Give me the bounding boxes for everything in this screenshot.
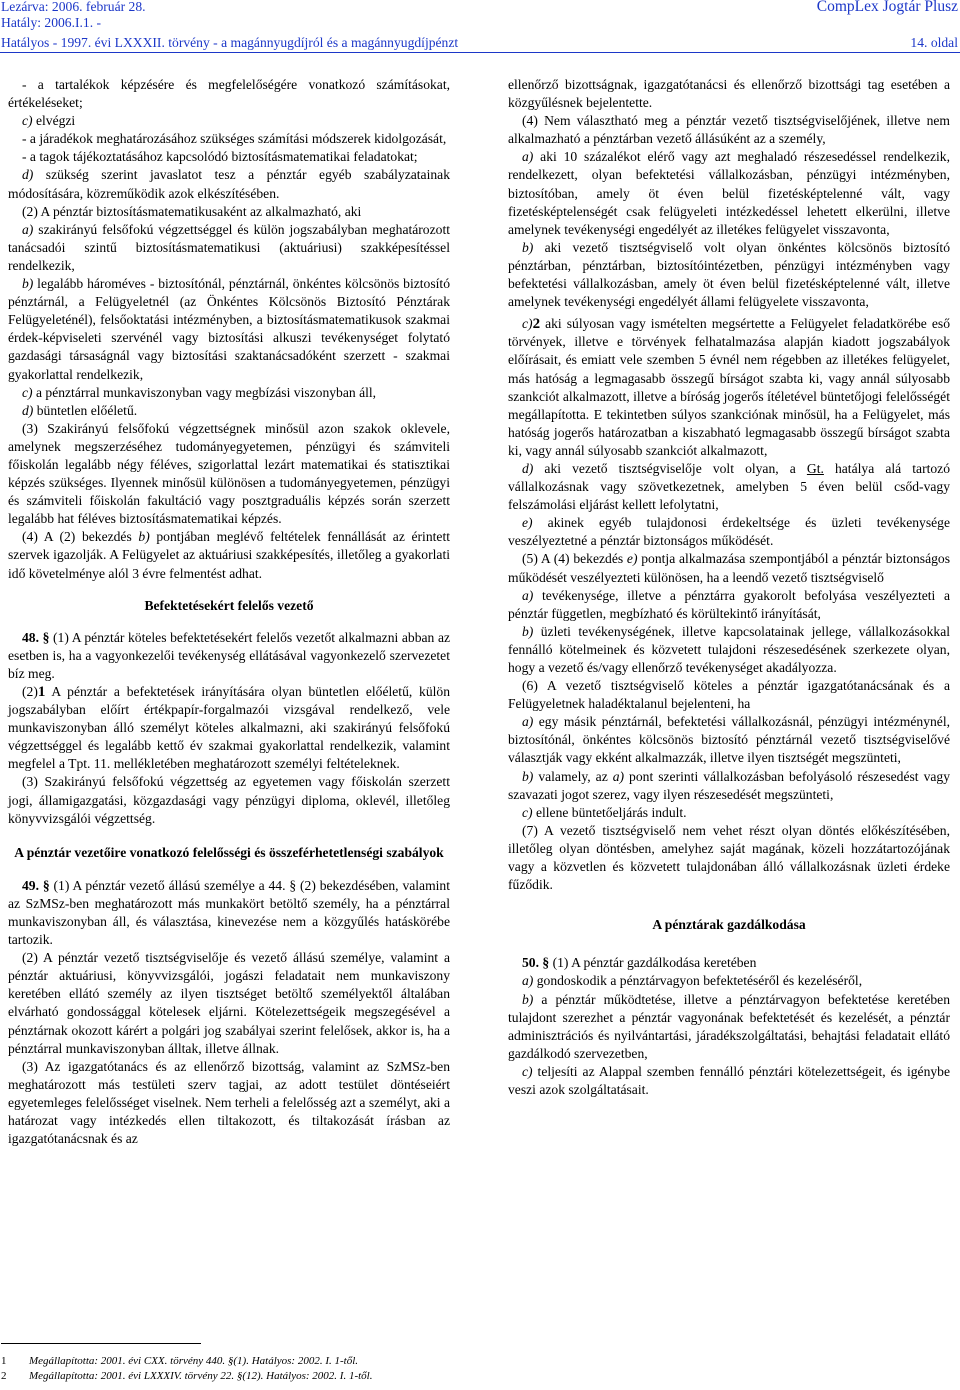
footnote-text: Megállapította: 2001. évi CXX. törvény 440. §(1). Hatályos: 2002. I. 1-től. bbox=[29, 1355, 359, 1367]
paragraph: d) szükség szerint javaslatot tesz a pénztár egyéb szabályzatainak módosítására, közreműködik azok elkészítésében. bbox=[8, 167, 450, 201]
paragraph: - a tagok tájékoztatásához kapcsolódó biztosításmatematikai feladatokat; bbox=[22, 149, 418, 165]
paragraph: (4) A (2) bekezdés b) pontjában meglévő feltételek fennállását az érintett szervek igazolják. A Felügyelet az aktuáriusi szakképesítés, illetőleg a gyakorlati idő követelménye alól 3 évre felmentést adhat. bbox=[8, 529, 450, 581]
paragraph: c) elvégzi bbox=[22, 113, 76, 129]
paragraph: (3) Szakirányú felsőfokú végzettség az egyetemen vagy főiskolán szerzett jogi, államigazgatási, közgazdasági vagy pénzügyi diploma, oklevél, illetőleg könyvvizsgálói végzettség. bbox=[8, 774, 450, 826]
paragraph: a) gondoskodik a pénztárvagyon befektetéséről és kezeléséről, bbox=[522, 973, 863, 989]
paragraph: b) valamely, az a) pont szerinti vállalkozásban befolyásoló részesedést vagy szavazati jogot szerez, vagy ilyen részesedését megszünteti, bbox=[508, 768, 950, 802]
paragraph: 48. § (1) A pénztár köteles befektetésekért felelős vezetőt alkalmazni abban az esetben is, ha a vagyonkezelői tevékenység ellátásával vagyonkezelő szervezetet bíz meg. bbox=[8, 629, 451, 681]
paragraph: (6) A vezető tisztségviselő köteles a pénztár igazgatótanácsának és a Felügyeletnek haladéktalanul bejelenteni, ha bbox=[508, 678, 950, 712]
paragraph: 49. § (1) A pénztár vezető állású személye a 44. § (2) bekezdésében, valamint az SzMSz-ben meghatározott más munkakört betöltő személy, ha a pénztárral munkaviszonyban áll, és választása, kinevezése nem a közgyűlés hatáskörébe tartozik. bbox=[8, 877, 451, 948]
paragraph: c) teljesíti az Alappal szemben fennálló pénztári kötelezettségeit, és igénybe veszi azok szolgáltatásait. bbox=[508, 1063, 950, 1097]
section-heading: Befektetésekért felelős vezető bbox=[144, 597, 314, 613]
paragraph: (2)1 A pénztár a befektetések irányítására olyan büntetlen előéletű, külön jogszabályban előírt értékpapír-forgalmazói vizsgával rendelkező, vele munkaviszonyban álló személyt köteles alkalmazni, aki szakirányú felsőfokú végzettséggel és legalább kettő év szakmai gyakorlattal rendelkezik, valamint megfelel a Tpt. 11. mellékletében meghatározott személyi feltételeknek. bbox=[8, 684, 450, 772]
footnote-1 bbox=[1, 1355, 358, 1368]
paragraph: (7) A vezető tisztségviselő nem vehet részt olyan döntés előkészítésében, illetőleg olyan döntésben, amelyhez saját magának, közeli hozzátartozójának vagy a közvetlen és közvetett tulajdonában álló vállalkozásnak üzleti érdeke fűződik. bbox=[508, 822, 950, 893]
paragraph: a) tevékenysége, illetve a pénztárra gyakorolt befolyása veszélyezteti a pénztár független, megbízható és körültekintő irányítását, bbox=[508, 587, 950, 621]
paragraph: c) a pénztárral munkaviszonyban vagy megbízási viszonyban áll, bbox=[22, 384, 377, 400]
paragraph: (3) Szakirányú felsőfokú végzettségnek minősül azon szakok oklevele, amelynek megszerzéséhez tudományegyetemen, pénzügyi és számviteli főiskolán legalább négy féléves, szigorlattal lezárt matematikai és statisztikai képzés szükséges. Ilyennek minősül különösen a tudományegyetemen, pénzügyi és számviteli főiskolán fakultáció vagy posztgraduális képzés során szerzett legalább hat féléves biztosításmatematikai képzés. bbox=[8, 420, 450, 527]
paragraph: ellenőrző bizottságnak, igazgatótanácsi és ellenőrző bizottsági tag esetében a közgyűlésnek bejelentette. bbox=[508, 77, 950, 111]
paragraph: (2) A pénztár biztosításmatematikusaként az alkalmazható, aki bbox=[22, 203, 362, 219]
footnote-text: Megállapította: 2001. évi LXXXIV. törvény 22. §(12). Hatályos: 2002. I. 1-től. bbox=[29, 1370, 373, 1382]
footnote-number: 2 bbox=[1, 1370, 7, 1382]
paragraph: b) a pénztár működtetése, illetve a pénztárvagyon befektetése keretében tulajdont szerezhet a pénztár vagyonának befektetését és kezelését, a pénztár adminisztrációs és nyilvántartási, járadékszolgáltatási, behajtási feladatait ellátó gazdálkodó szervezetben, bbox=[508, 991, 950, 1061]
paragraph: b) üzleti tevékenységének, illetve kapcsolatainak jellege, vállalkozásokkal fennálló kötelmeinek és közvetett tulajdoni részesedésének szerkezete olyan, hogy a vezető és/vagy ellenőrző tevékenységet akadályozza. bbox=[508, 623, 950, 675]
paragraph: a) szakirányú felsőfokú végzettséggel és külön jogszabályban meghatározott tanácsadói szintű biztosításmatematikusi (aktuáriusi) szakképesítéssel rendelkezik, bbox=[8, 221, 450, 273]
paragraph: b) legalább hároméves - biztosítónál, pénztárnál, önkéntes kölcsönös biztosító pénztárnál, a Felügyeletnél (az Önkéntes Kölcsönös Biztosító Pénztárak Felügyeleténél), felsőoktatási intézményben, a biztosításmatematikusok szakmai érdek-képviseleti szervénél vagy biztosítási alkuszi tevékenységet folytató gazdasági társaságnál vagy biztosítási szaktanácsadóként szerzett - szakmai gyakorlattal rendelkezik, bbox=[8, 276, 450, 382]
paragraph: - a tartalékok képzésére és megfelelőségére vonatkozó számításokat, értékeléseket; bbox=[8, 77, 450, 111]
paragraph: a) aki 10 százalékot elérő vagy azt meghaladó részesedéssel rendelkezik, rendelkezett, olyan befektetési vállalkozásban, pénzügyi intézményben, biztosítóban, amely öt éven belül fizetésképtelenné vált, vagy fizetésképtelenségét csak felügyeleti intézkedéssel lehetett elkerülni, illetve amelynek tevékenységi engedélyét az illetékes felügyelet visszavonta, bbox=[508, 149, 950, 237]
header-effect: Hatály: 2006.I.1. - bbox=[1, 15, 102, 30]
paragraph: a) egy másik pénztárnál, befektetési vállalkozásnál, pénzügyi intézménynél, biztosítónál, önkéntes kölcsönös biztosító pénztárnál vezető tisztségviselővé választják vagy ekként alkalmazzák, illetve ilyen tisztségét megszünteti, bbox=[508, 714, 950, 766]
paragraph: e) akinek egyéb tulajdonosi érdekeltsége és üzleti tevékenysége veszélyeztetné a pénztár biztonságos működését. bbox=[508, 515, 950, 549]
header-brand: CompLex Jogtár Plusz bbox=[816, 0, 958, 15]
gt-link[interactable]: Gt. bbox=[806, 460, 824, 476]
footnote-2 bbox=[1, 1370, 373, 1383]
paragraph: c)2 aki súlyosan vagy ismételten megsértette a Felügyelet feladatkörébe eső törvények, illetve e törvények felhatalmazása alapján kiadott jogszabályok előírásait, és emiatt vele szemben 5 évnél nem régebben az illetékes felügyelet, más hatóság a legmagasabb összegű bírságot szabta ki, vagy annál súlyosabb szankciót alkalmazott, illetve a bíróság jogerős ítéletével büntetőjogi felelősségét megállapította. E tekintetben súlyos szankciónak minősül, ha a Felügyelet, más hatóság jogerős határozatban a kiszabható legmagasabb összegű bírságot szabta ki, vagy annál súlyosabb szankciót alkalmazott, bbox=[508, 316, 950, 458]
left-column bbox=[8, 76, 450, 1148]
header-law-title: Hatályos - 1997. évi LXXXII. törvény - a magánnyugdíjról és a magánnyugdíjpénzt bbox=[1, 35, 459, 50]
section-heading: A pénztár vezetőire vonatkozó felelősségi és összeférhetetlenségi szabályok bbox=[14, 844, 444, 860]
paragraph: d) aki vezető tisztségviselője volt olyan, a Gt. hatálya alá tartozó vállalkozásnak vagy szövetkezetnek, amelyben 5 éven belül csőd-vagy felszámolási eljárást kellett lefolytatni, bbox=[508, 460, 950, 513]
right-column bbox=[508, 76, 950, 1099]
header-divider bbox=[0, 52, 960, 53]
section-heading: A pénztárak gazdálkodása bbox=[652, 917, 806, 933]
paragraph: d) büntetlen előéletű. bbox=[22, 402, 138, 418]
header-closed-date: Lezárva: 2006. február 28. bbox=[1, 0, 146, 14]
paragraph: c) ellene büntetőeljárás indult. bbox=[522, 804, 687, 820]
paragraph: (5) A (4) bekezdés e) pontja alkalmazása szempontjából a pénztár biztonságos működését veszélyezteti különösen, ha a leendő vezető tisztségviselő bbox=[508, 551, 950, 585]
paragraph: (3) Az igazgatótanács és az ellenőrző bizottság, valamint az SzMSz-ben meghatározott más testületi szerv tagjai, az adott testület döntéseiért egyetemleges felelősséget viselnek. Nem terheli a felelősség azt a személyt, aki a határozat vagy intézkedés ellen tiltakozott, és tiltakozását írásban az igazgatótanácsnak és az bbox=[8, 1058, 450, 1147]
paragraph: (4) Nem választható meg a pénztár vezető tisztségviselőjének, illetve nem alkalmazható a pénztárban vezető állásúként az a személy, bbox=[508, 113, 950, 147]
paragraph: b) aki vezető tisztségviselő volt olyan önkéntes kölcsönös biztosító pénztárban, pénztárban, biztosítóintézetben, pénzügyi intézményben vagy befektetési vállalkozásban, amely öt éven belül fizetésképtelenné vált, illetve amelynek tevékenységi engedélyét állami felügyelete visszavonta, bbox=[508, 239, 950, 310]
paragraph: 50. § (1) A pénztár gazdálkodása keretében bbox=[522, 955, 757, 971]
paragraph: - a járadékok meghatározásához szükséges számítási módszerek kidolgozását, bbox=[22, 131, 447, 147]
footnote-number: 1 bbox=[1, 1355, 7, 1367]
paragraph: (2) A pénztár vezető tisztségviselője és vezető állású személye, valamint a pénztár aktuáriusi, könyvvizsgálói, jogászi feladatait nem munkaviszony keretében ellátó személy az ilyen tisztséget betöltő személyektől általában elvárható gondossággal kötelesek eljárni. Kötelezettségeik megszegésével a pénztárnak okozott kárért a polgári jog szabályai szerint felelősek, akkor is, ha a pénztárral munkaviszonyban álltak, illetve állnak. bbox=[8, 950, 450, 1056]
header-page-number: 14. oldal bbox=[910, 35, 958, 50]
footnote-divider bbox=[1, 1343, 201, 1344]
